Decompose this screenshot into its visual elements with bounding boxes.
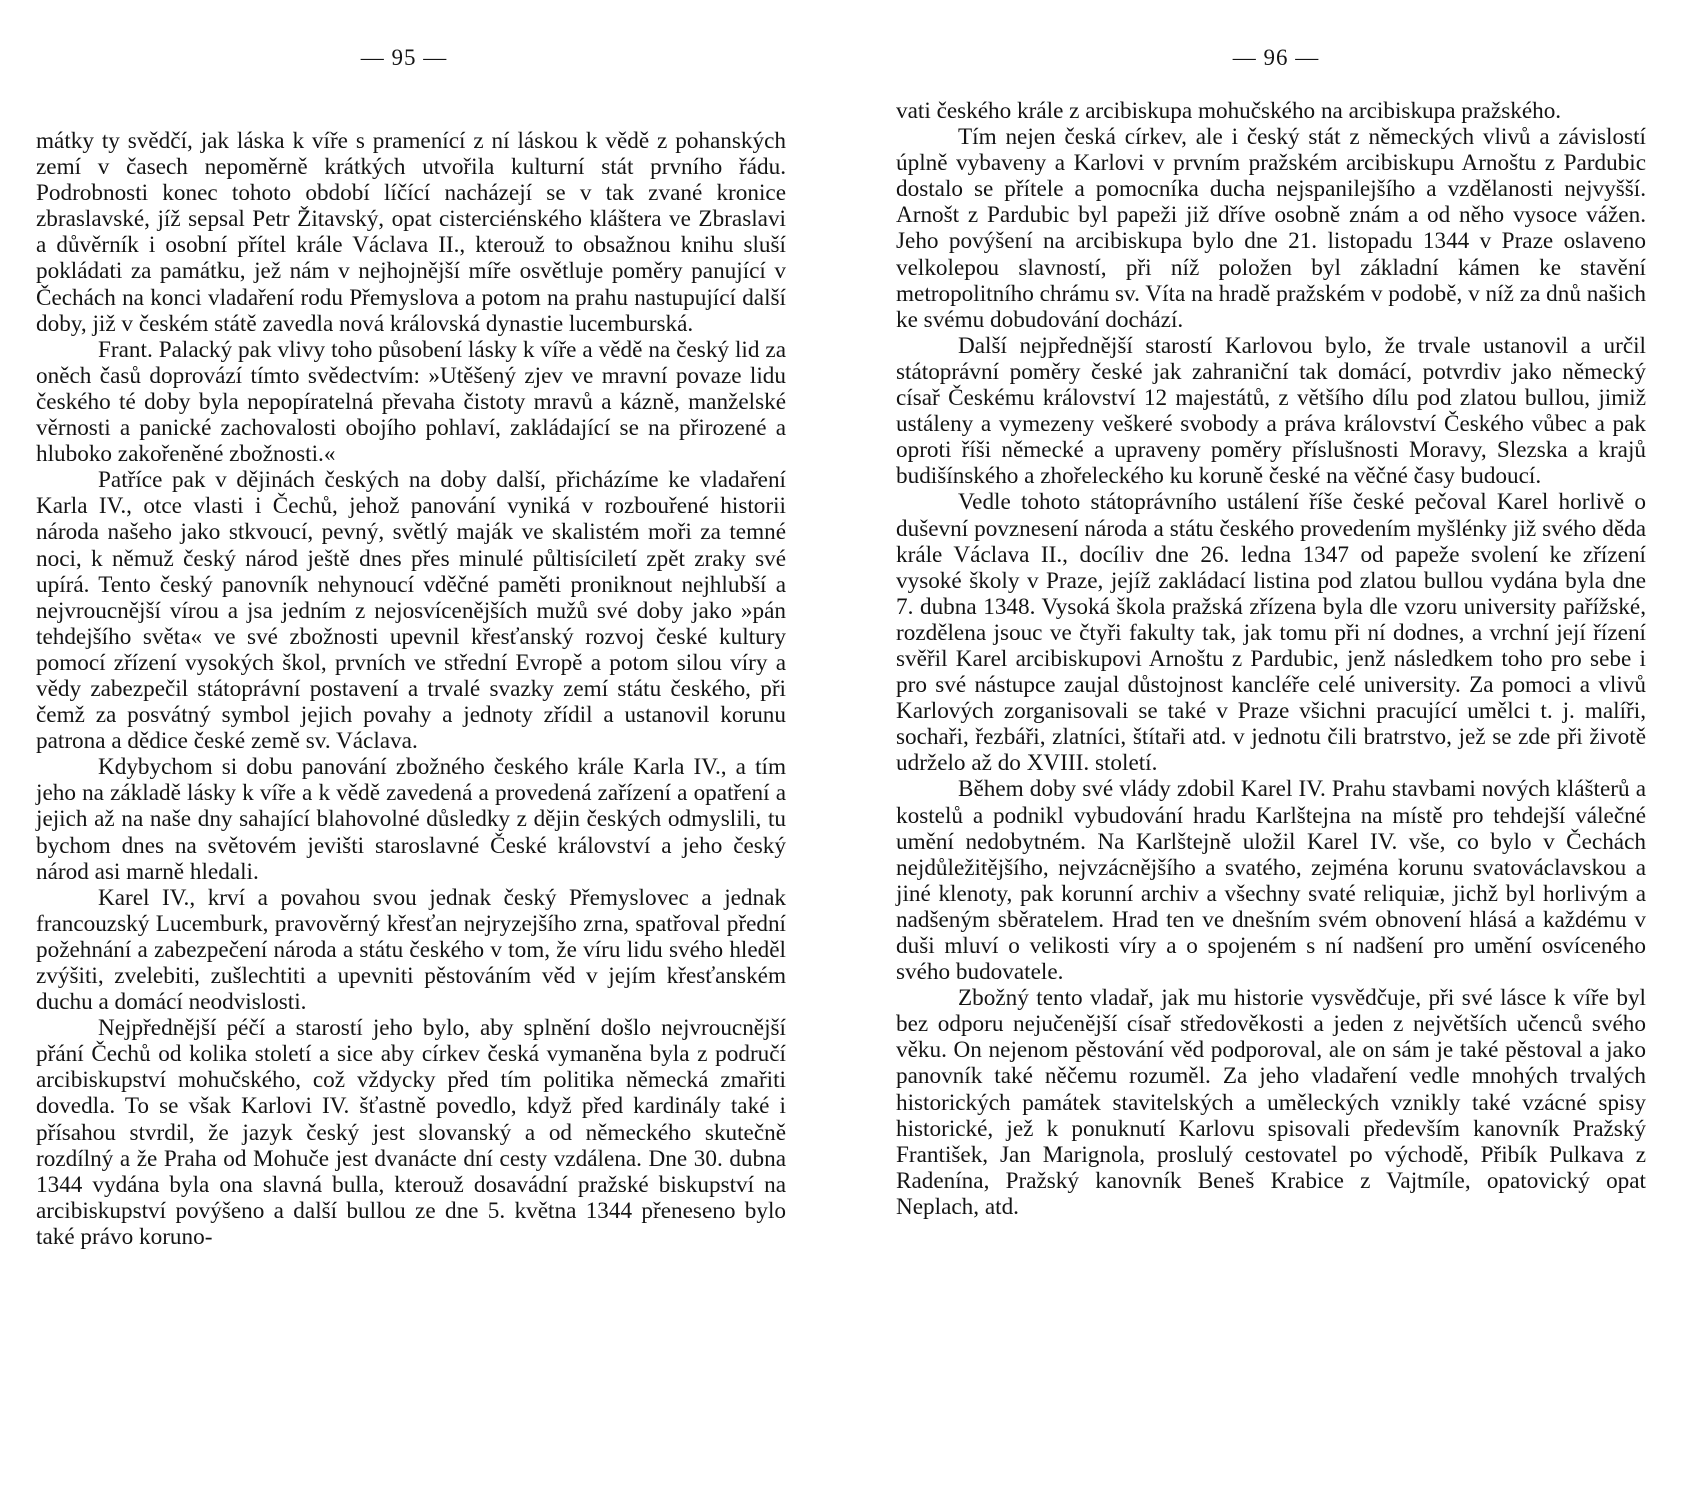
- paragraph: Zbožný tento vladař, jak mu historie vysvědčuje, při své lásce k víře byl bez odporu nejučenější císař středověkosti a jeden z největších učenců svého věku. On nejenom pěstování věd podporoval, ale on sám je také pěstoval a jako panovník také něčemu rozuměl. Za jeho vladaření vedle mnohých trvalých historických památek stavitelských a uměleckých vznikly také vzácné spisy historické, jež k ponuknutí Karlovu spisovali především kanovník Pražský František, Jan Marignola, proslulý cestovatel po východě, Přibík Pulkava z Radenína, Pražský kanovník Beneš Krabice z Vajtmíle, opatovický opat Neplach, atd.: [896, 985, 1646, 1220]
- paragraph: mátky ty svědčí, jak láska k víře s pramenící z ní láskou k vědě z pohanských zemí v časech nepoměrně krátkých utvořila kulturní stát prvního řádu. Podrobnosti konec tohoto období líčící nacházejí se v tak zvané kronice zbraslavské, jíž sepsal Petr Žitavský, opat cisterciénského kláštera ve Zbraslavi a důvěrník i osobní přítel krále Václava II., kterouž to obsažnou knihu sluší pokládati za památku, jež nám v nejhojnější míře osvětluje poměry panující v Čechách na konci vladaření rodu Přemyslova a potom na prahu nastupující další doby, již v českém státě zavedla nová královská dynastie lucemburská.: [36, 128, 786, 337]
- paragraph: Patříce pak v dějinách českých na doby další, přicházíme ke vladaření Karla IV., otce vlasti i Čechů, jehož panování vyniká v rozbouřené historii národa našeho jako stkvoucí, pevný, světlý maják ve skalistém moři za temné noci, k němuž český národ ještě dnes přes minulé půltisíciletí zpět zraky své upírá. Tento český panovník nehynoucí vděčné paměti proniknout nejhlubší a nejvroucnější vírou a jsa jedním z nejosvícenějších mužů své doby jako »pán tehdejšího světa« ve své zbožnosti upevnil křesťanský rozvoj české kultury pomocí zřízení vysokých škol, prvních ve střední Evropě a potom silou víry a vědy zabezpečil státoprávní postavení a trvalé svazky zemí státu českého, při čemž za posvátný symbol jejich povahy a jednoty zřídil a ustanovil korunu patrona a dědice české země sv. Václava.: [36, 467, 786, 755]
- paragraph: Karel IV., krví a povahou svou jednak český Přemyslovec a jednak francouzský Lucemburk, pravověrný křesťan nejryzejšího zrna, spatřoval přední požehnání a zabezpečení národa a státu českého v tom, že víru lidu svého hleděl zvýšiti, zvelebiti, zušlechtiti a upevniti pěstováním věd v jejím křesťanském duchu a domácí neodvislosti.: [36, 884, 786, 1016]
- left-page: [36, 0, 786, 1500]
- paragraph: Tím nejen česká církev, ale i český stát z německých vlivů a závislostí úplně vybaveny a Karlovi v prvním pražském arcibiskupu Arnoštu z Pardubic dostalo se přítele a pomocníka ducha nejspanilejšího a vzdělanosti nejvyšší. Arnošt z Pardubic byl papeži již dříve osobně znám a od něho vysoce vážen. Jeho povýšení na arcibiskupa bylo dne 21. listopadu 1344 v Praze oslaveno velkolepou slavností, při níž položen byl základní kámen ke stavění metropolitního chrámu sv. Víta na hradě pražském v podobě, v níž za dnů našich ke svému dobudování dochází.: [896, 124, 1646, 333]
- paragraph: Během doby své vlády zdobil Karel IV. Prahu stavbami nových klášterů a kostelů a podnikl vybudování hradu Karlštejna na místě pro tehdejší válečné umění nedobytném. Na Karlštejně uložil Karel IV. vše, co bylo v Čechách nejdůležitějšího, nejvzácnějšího a svatého, zejména korunu svatováclavskou a jiné klenoty, pak korunní archiv a všechny svaté reliquiæ, jichž byl horlivým a nadšeným sběratelem. Hrad ten ve dnešním svém obnovení hlásá a každému v duši mluví o velikosti víry a o spojeném s ní nadšení pro umění osvíceného svého budovatele.: [896, 776, 1646, 986]
- paragraph: Další nejpřednější starostí Karlovou bylo, že trvale ustanovil a určil státoprávní poměry české jak zahraniční tak domácí, potvrdiv jako německý císař Českému království 12 majestátů, z většího dílu pod zlatou bullou, jimiž ustáleny a vymezeny veškeré svobody a práva království Českého vůbec a pak oproti říši německé a upraveny poměry příslušnosti Moravy, Slezska a krajů budišínského a zhořeleckého ku koruně české na věčné časy budoucí.: [896, 332, 1646, 490]
- paragraph: Nejpřednější péčí a starostí jeho bylo, aby splnění došlo nejvroucnější přání Čechů od kolika století a sice aby církev česká vymaněna byla z područí arcibiskupství mohučského, což vždycky před tím politika německá zmařiti dovedla. To se však Karlovi IV. šťastně povedlo, když před kardinály také i přísahou stvrdil, že jazyk český jest slovanský a od německého skutečně rozdílný a že Praha od Mohuče jest dvanácte dní cesty vzdálena. Dne 30. dubna 1344 vydána byla ona slavná bulla, kterouž dosavádní pražské biskupství na arcibiskupství povýšeno a další bullou ze dne 5. května 1344 přeneseno bylo také právo koruno-: [36, 1015, 786, 1250]
- paragraph: vati českého krále z arcibiskupa mohučského na arcibiskupa pražského.: [896, 98, 1562, 124]
- paragraph: Kdybychom si dobu panování zbožného českého krále Karla IV., a tím jeho na základě lásky k víře a k vědě zavedená a provedená zařízení a opatření a jejich až na naše dny sahající blahovolné důsledky z dějin českých odmyslili, tu bychom dnes na světovém jevišti staroslavné České království a jeho český národ asi marně hledali.: [36, 754, 786, 885]
- paragraph: Vedle tohoto státoprávního ustálení říše české pečoval Karel horlivě o duševní povznesení národa a státu českého provedením myšlénky již svého děda krále Václava II., docíliv dne 26. ledna 1347 od papeže svolení ke zřízení vysoké školy v Praze, jejíž zakládací listina pod zlatou bullou vydána byla dne 7. dubna 1348. Vysoká škola pražská zřízena byla dle vzoru university pařížské, rozdělena jsouc ve čtyři fakulty tak, jak tomu při ní dodnes, a vrchní její řízení svěřil Karel arcibiskupovi Arnoštu z Pardubic, jenž následkem toho pro sebe i pro své nástupce zaujal důstojnost kancléře celé university. Za pomoci a vlivů Karlových zorganisovali se také v Praze všichni pracující umělci t. j. malíři, sochaři, řezbáři, zlatníci, štítaři atd. v jednotu čili bratrstvo, jež se zde při životě udrželo až do XVIII. století.: [896, 489, 1646, 777]
- right-page: [896, 0, 1646, 1500]
- paragraph: Frant. Palacký pak vlivy toho působení lásky k víře a vědě na český lid za oněch časů doprovází tímto svědectvím: »Utěšený zjev ve mravní povaze lidu českého té doby byla nepopíratelná převaha čistoty mravů a kázně, manželské věrnosti a panické zachovalosti obojího pohlaví, zakládající se na přirozené a hluboko zakořeněné zbožnosti.«: [36, 336, 786, 468]
- page-number: — 95 —: [360, 45, 448, 70]
- page-number: — 96 —: [1232, 45, 1320, 70]
